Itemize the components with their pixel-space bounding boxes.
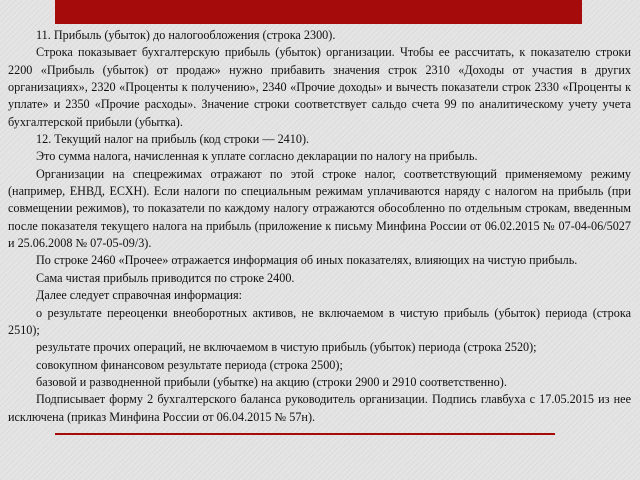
paragraph-pretax-profit: Строка показывает бухгалтерскую прибыль (убыток) организации. Чтобы ее рассчитать, к показателю строки 2200 «Прибыль (убыток) от продаж» нужно прибавить значения строк 2310 «Доходы от участия в других организациях», 2320 «Проценты к получению», 2340 «Прочие доходы» и вычесть показатели строк 2330 «Проценты к уплате» и 2350 «Прочие расходы». Значение строки соответствует сальдо счета 99 по аналитическому учету учета бухгалтерской прибыли (убытка). [8, 45, 631, 129]
list-item-total-result: совокупном финансовом результате периода (строка 2500); [36, 357, 343, 372]
list-item-other-operations: результате прочих операций, не включаемом в чистую прибыль (убыток) периода (строка 2520); [36, 340, 537, 355]
paragraph-reference-info: Далее следует справочная информация: [36, 288, 243, 303]
title-banner [55, 0, 582, 24]
paragraph-item-12-heading: 12. Текущий налог на прибыль (код строки — 2410). [36, 132, 310, 147]
paragraph-signature: Подписывает форму 2 бухгалтерского баланса руководитель организации. Подпись главбуха с 17.05.2015 из нее исключена (приказ Минфина России от 06.04.2015 № 57н). [8, 392, 631, 424]
paragraph-net-profit: Сама чистая прибыль приводится по строке 2400. [36, 270, 295, 285]
paragraph-special-regimes: Организации на спецрежимах отражают по этой строке налог, соответствующий применяемому режиму (например, ЕНВД, ЕСХН). Если налоги по специальным режимам уплачиваются наряду с налогом на прибыль (при совмещении режимов), то показатели по каждому налогу отражаются обособленно по отдельным строкам, введенным после показателя текущего налога на прибыль (приложение к письму Минфина России от 06.02.2015 № 07-04-06/5027 и 25.06.2008 № 07-05-09/3). [8, 166, 631, 251]
document-body [8, 27, 631, 426]
paragraph-item-11-heading: 11. Прибыль (убыток) до налогообложения (строка 2300). [36, 28, 336, 42]
paragraph-tax-amount: Это сумма налога, начисленная к уплате согласно декларации по налогу на прибыль. [36, 149, 478, 164]
list-item-revaluation: о результате переоценки внеоборотных активов, не включаемом в чистую прибыль (убыток) периода (строка 2510); [8, 305, 631, 337]
list-item-earnings-per-share: базовой и разводненной прибыли (убытке) на акцию (строки 2900 и 2910 соответственно). [36, 374, 507, 389]
bottom-accent-line [55, 433, 555, 435]
paragraph-line-2460: По строке 2460 «Прочее» отражается информация об иных показателях, влияющих на чистую прибыль. [36, 253, 578, 268]
